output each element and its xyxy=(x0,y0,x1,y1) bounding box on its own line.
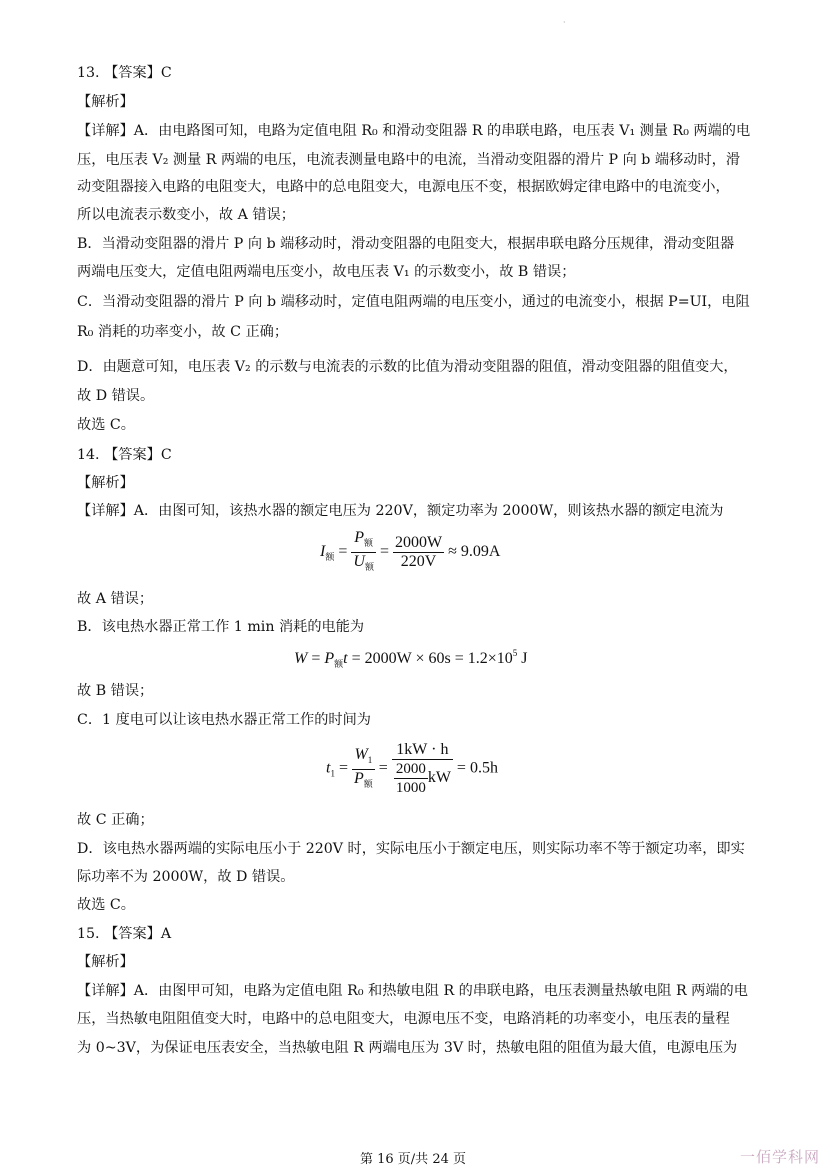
q14-analysis-heading: 【解析】 xyxy=(77,475,134,491)
q14-answer: 14. 【答案】C xyxy=(77,447,172,463)
q13-line: R₀ 消耗的功率变小，故 C 正确； xyxy=(77,324,289,340)
q13-line: B．当滑动变阻器的滑片 P 向 b 端移动时，滑动变阻器的电阻变大，根据串联电路分压规律，滑动变阻器 xyxy=(77,236,735,252)
q13-line: 压，电压表 V₂ 测量 R 两端的电压，电流表测量电路中的电流，当滑动变阻器的滑片 P 向 b 端移动时，滑 xyxy=(77,152,741,168)
q15-line: 为 0~3V，为保证电压表安全，当热敏电阻 R 两端电压为 3V 时，热敏电阻的阻值为最大值，电源电压为 xyxy=(77,1040,738,1056)
q15-line: 压，当热敏电阻阻值变大时，电路中的总电阻变大，电源电压不变，电路消耗的功率变小，电压表的量程 xyxy=(77,1011,730,1027)
q15-line: 【详解】A．由图甲可知，电路为定值电阻 R₀ 和热敏电阻 R 的串联电路，电压表测量热敏电阻 R 两端的电 xyxy=(77,983,748,999)
q15-analysis-heading: 【解析】 xyxy=(77,954,134,970)
q14-line: D．该电热水器两端的实际电压小于 220V 时，实际电压小于额定电压，则实际功率不等于额定功率，即实 xyxy=(77,841,745,857)
q15-answer: 15. 【答案】A xyxy=(77,926,172,942)
q14-line: 故 B 错误； xyxy=(77,683,154,699)
equation-time: $t_1$ = $\frac{W_1}{P_额}$ = 1kW · h $\frac{2000}{1000}$ kW = 0.5h xyxy=(326,741,498,796)
q14-line: 故 C 正确； xyxy=(77,812,154,828)
decorative-dot: · xyxy=(563,18,566,27)
q14-conclusion: 故选 C。 xyxy=(77,897,135,913)
q13-line: 两端电压变大，定值电阻两端电压变小，故电压表 V₁ 的示数变小，故 B 错误； xyxy=(77,264,576,280)
q14-line: 际功率不为 2000W，故 D 错误。 xyxy=(77,869,295,885)
q14-line: 【详解】A．由图可知，该热水器的额定电压为 220V，额定功率为 2000W，则该热水器的额定电流为 xyxy=(77,503,724,519)
q13-line: C．当滑动变阻器的滑片 P 向 b 端移动时，定值电阻两端的电压变小，通过的电流变小，根据 P=UI，电阻 xyxy=(77,294,750,310)
q13-conclusion: 故选 C。 xyxy=(77,417,135,433)
equation-rated-current: $I_额$ = $\frac{P_额}{U_额}$ = $\frac{2000W}{220V}$ ≈ 9.09A xyxy=(320,529,501,572)
q14-line: C．1 度电可以让该电热水器正常工作的时间为 xyxy=(77,712,371,728)
q13-line: 所以电流表示数变小，故 A 错误； xyxy=(77,207,295,223)
page-number: 第 16 页/共 24 页 xyxy=(360,1152,466,1167)
q14-line: 故 A 错误； xyxy=(77,591,154,607)
q13-line: 【详解】A．由电路图可知，电路为定值电阻 R₀ 和滑动变阻器 R 的串联电路，电压表 V₁ 测量 R₀ 两端的电 xyxy=(77,123,751,139)
q13-line: D．由题意可知，电压表 V₂ 的示数与电流表的示数的比值为滑动变阻器的阻值，滑动变阻器的阻值变大， xyxy=(77,359,738,375)
q13-answer: 13. 【答案】C xyxy=(77,65,172,81)
equation-energy: $W = P_额t = 2000W \times 60s = 1.2\times 10^5$ J xyxy=(294,648,528,669)
q13-analysis-heading: 【解析】 xyxy=(77,94,134,110)
q13-line: 动变阻器接入电路的电阻变大，电路中的总电阻变大，电源电压不变，根据欧姆定律电路中的电流变小， xyxy=(77,179,730,195)
watermark: 一佰学科网 xyxy=(739,1148,820,1166)
q14-line: B．该电热水器正常工作 1 min 消耗的电能为 xyxy=(77,619,365,635)
q13-line: 故 D 错误。 xyxy=(77,388,155,404)
